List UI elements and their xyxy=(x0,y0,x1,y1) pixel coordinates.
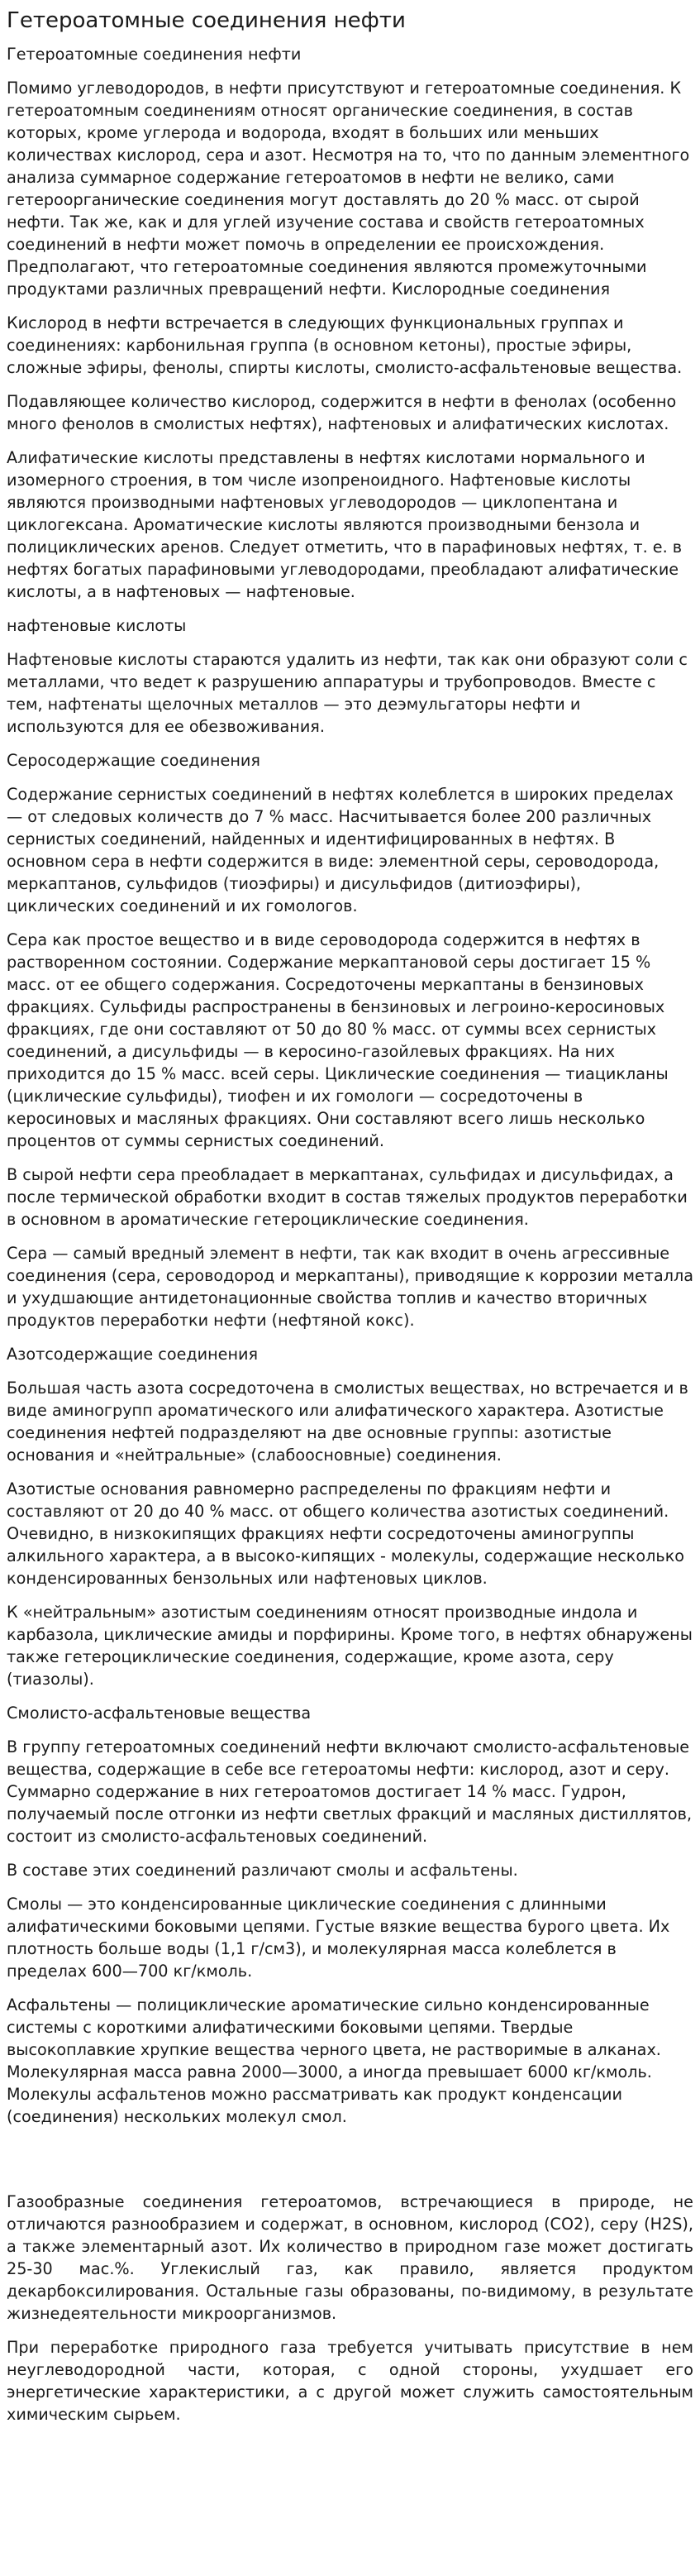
paragraph-sulfur-content: Содержание сернистых соединений в нефтях колеблется в широких пределах — от следовых количеств до 7 % масс. Насчитывается более 200 различных сернистых соединений, найденных и идентифицированных в нефтях. В основном сера в нефти содержится в виде: элементной серы, сероводорода, меркаптанов, сульфидов (тиоэфиры) и дисульфидов (дитиоэфиры), циклических соединений и их гомологов. xyxy=(7,785,674,915)
paragraph-resin-asphaltene: В группу гетероатомных соединений нефти включают смолисто-асфальтеновые вещества, содержащие в себе все гетероатомы нефти: кислород, азот и серу. Суммарно содержание в них гетероатомов достигает 14 % масс. Гудрон, получаемый после отгонки из нефти светлых фракций и масляных дистиллятов, состоит из смолисто-асфальтеновых соединений. xyxy=(7,1737,693,1846)
paragraph-oxygen-groups: Кислород в нефти встречается в следующих функциональных группах и соединениях: карбонильная группа (в основном кетоны), простые эфиры, сложные эфиры, фенолы, спирты кислоты, смолисто-асфальтеновые вещества. xyxy=(7,313,683,377)
paragraph-naphthenic-acids: Нафтеновые кислоты стараются удалить из нефти, так как они образуют соли с металлами, что ведет к разрушению аппаратуры и трубопроводов. Вместе с тем, нафтенаты щелочных металлов — это деэмульгаторы нефти и используются для ее обезвоживания. xyxy=(7,650,688,736)
paragraph-sulfur-harm: Сера — самый вредный элемент в нефти, так как входит в очень агрессивные соединения (сера, сероводород и меркаптаны), приводящие к коррозии металла и ухудшающие антидетонационные свойства топлив и качество вторичных продуктов переработки нефти (нефтяной кокс). xyxy=(7,1244,694,1330)
paragraph-intro: Помимо углеводородов, в нефти присутствуют и гетероатомные соединения. К гетероатомным соединениям относят органические соединения, в состав которых, кроме углерода и водорода, входят в больших или меньших количествах кислород, сера и азот. Несмотря на то, что по данным элементного анализа суммарное содержание гетероатомов в нефти не велико, сами гетероорганические соединения могут доставлять до 20 % масс. от сырой нефти. Так же, как и для углей изучение состава и свойств гетероатомных соединений в нефти может помочь в определении ее происхождения. Предполагают, что гетероатомные соединения являются промежуточными продуктами различных превращений нефти. Кислородные соединения xyxy=(7,79,690,299)
article-body xyxy=(7,43,693,2425)
paragraph-resins: Смолы — это конденсированные циклические соединения с длинными алифатическими боковыми цепями. Густые вязкие вещества бурого цвета. Их плотность больше воды (1,1 г/см3), и молекулярная масса колеблется в пределах 600—700 кг/кмоль. xyxy=(7,1895,670,1981)
paragraph-sulfur-crude: В сырой нефти сера преобладает в меркаптанах, сульфидах и дисульфидах, а после термической обработки входит в состав тяжелых продуктов переработки в основном в ароматические гетероциклические соединения. xyxy=(7,1165,688,1229)
heading-resin-asphaltene: Смолисто-асфальтеновые вещества xyxy=(7,1704,312,1723)
section-subtitle: Гетероатомные соединения нефти xyxy=(7,45,302,64)
heading-naphthenic-acids: нафтеновые кислоты xyxy=(7,616,187,635)
heading-nitrogen-compounds: Азотсодержащие соединения xyxy=(7,1345,259,1364)
paragraph-nitrogen-main: Большая часть азота сосредоточена в смолистых веществах, но встречается и в виде аминогрупп ароматического или алифатического характера. Азотистые соединения нефтей подразделяют на две основные группы: азотистые основания и «нейтральные» (слабоосновные) соединения. xyxy=(7,1379,688,1465)
paragraph-nitrogen-neutral: К «нейтральным» азотистым соединениям относят производные индола и карбазола, циклические амиды и порфирины. Кроме того, в нефтях обнаружены также гетероциклические соединения, содержащие, кроме азота, серу (тиазолы). xyxy=(7,1603,693,1689)
paragraph-gaseous-heteroatoms: Газообразные соединения гетероатомов, встречающиеся в природе, не отличаются разнообразием и содержат, в основном, кислород (CO2), серу (H2S), а также элементарный азот. Их количество в природном газе может достигать 25-30 мас.%. Углекислый газ, как правило, является продуктом декарбоксилирования. Остальные газы образованы, по-видимому, в результате жизнедеятельности микроорганизмов. xyxy=(7,2192,693,2323)
blank-gap xyxy=(7,2139,693,2191)
paragraph-oxygen-phenols: Подавляющее количество кислород, содержится в нефти в фенолах (особенно много фенолов в смолистых нефтях), нафтеновых и алифатических кислотах. xyxy=(7,392,677,433)
paragraph-resins-and-asphaltenes: В составе этих соединений различают смолы и асфальтены. xyxy=(7,1861,518,1880)
paragraph-nitrogen-bases: Азотистые основания равномерно распределены по фракциям нефти и составляют от 20 до 40 % масс. от общего количества азотистых соединений. Очевидно, в низкокипящих фракциях нефти сосредоточены аминогруппы алкильного характера, а в высоко-кипящих - молекулы, содержащие несколько конденсированных бензольных или нафтеновых циклов. xyxy=(7,1479,685,1588)
paragraph-asphaltenes: Асфальтены — полициклические ароматические сильно конденсированные системы с короткими алифатическими боковыми цепями. Твердые высокоплавкие хрупкие вещества черного цвета, не растворимые в алканах. Молекулярная масса равна 2000—3000, а иногда превышает 6000 кг/кмоль. Молекулы асфальтенов можно рассматривать как продукт конденсации (соединения) нескольких молекул смол. xyxy=(7,1995,661,2126)
page-title: Гетероатомные соединения нефти xyxy=(7,8,406,33)
paragraph-natural-gas-processing: При переработке природного газа требуется учитывать присутствие в нем неуглеводородной части, которая, с одной стороны, ухудшает его энергетические характеристики, а с другой может служить самостоятельным химическим сырьем. xyxy=(7,2338,693,2424)
heading-sulfur-compounds: Серосодержащие соединения xyxy=(7,751,260,770)
paragraph-sulfur-forms: Сера как простое вещество и в виде сероводорода содержится в нефтях в растворенном состоянии. Содержание меркаптановой серы достигает 15 % масс. от ее общего содержания. Сосредоточены меркаптаны в бензиновых фракциях. Сульфиды распространены в бензиновых и легроино-керосиновых фракциях, где они составляют от 50 до 80 % масс. от суммы всех сернистых соединений, а дисульфиды — в керосино-газойлевых фракциях. На них приходится до 15 % масс. всей серы. Циклические соединения — тиацикланы (циклические сульфиды), тиофен и их гомологи — сосредоточены в керосиновых и масляных фракциях. Они составляют всего лишь несколько процентов от суммы сернистых соединений. xyxy=(7,930,669,1150)
paragraph-aliphatic-acids: Алифатические кислоты представлены в нефтях кислотами нормального и изомерного строения, в том числе изопреноидного. Нафтеновые кислоты являются производными нафтеновых углеводородов — циклопентана и циклогексана. Ароматические кислоты являются производными бензола и полициклических аренов. Следует отметить, что в парафиновых нефтях, т. е. в нефтях богатых парафиновыми углеводородами, преобладают алифатические кислоты, а в нафтеновых — нафтеновые. xyxy=(7,448,683,601)
